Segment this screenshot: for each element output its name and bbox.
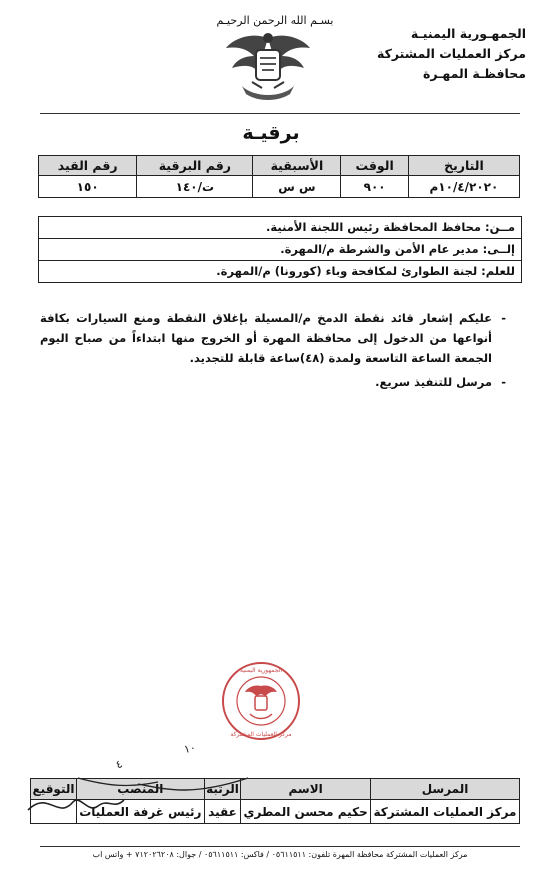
meta-priority: س س <box>253 176 341 198</box>
handwritten-mark: ٤ <box>113 757 125 772</box>
signers-header-position: المنصب <box>76 779 204 800</box>
handwritten-mark: ١٠ <box>182 740 198 757</box>
signers-header-sender: المرسل <box>371 779 520 800</box>
signers-header-name: الاسم <box>241 779 371 800</box>
signer-rank: عقيد <box>204 800 240 824</box>
meta-date: ١٠/٤/٢٠٢٠م <box>408 176 519 198</box>
signer-sender: مركز العمليات المشتركة <box>371 800 520 824</box>
meta-header-telegram-no: رقم البرقية <box>137 156 253 176</box>
meta-header-priority: الأسبقية <box>253 156 341 176</box>
footer-contact: مركز العمليات المشتركة محافظة المهرة تلفون: ٠٥٦١١٥١١ / فاكس: ٠٥٦١١٥١١ / جوال: ٧١٢٠٢٦٢٠٨ + واتس اب <box>40 846 520 859</box>
issuer-header <box>377 24 526 84</box>
telegram-meta-table <box>38 155 520 198</box>
signer-name: حكيم محسن المطري <box>241 800 371 824</box>
message-body <box>40 308 506 396</box>
document-title: برقيـة <box>242 122 300 144</box>
handwritten-signature-icon <box>18 770 258 830</box>
eagle-emblem-icon <box>222 28 314 106</box>
issuer-country: الجمهـورية اليمنيـة <box>410 26 526 41</box>
meta-value-row <box>39 176 520 198</box>
signers-header-signature: التوقيع <box>31 779 77 800</box>
meta-record-no: ١٥٠ <box>39 176 137 198</box>
basmala: بسـم الله الرحمن الرحيـم <box>216 14 334 27</box>
meta-header-record-no: رقم القيد <box>39 156 137 176</box>
from-line: مــن: محافظ المحافظة رئيس اللجنة الأمنية. <box>39 217 521 239</box>
meta-telegram-no: ت/١٤٠ <box>137 176 253 198</box>
stamp-bottom-text: مركز العمليات المشتركة <box>230 731 292 738</box>
body-paragraph: - عليكم إشعار قائد نقطة الدمخ م/المسيلة بإغلاق النقطة ومنع السيارات بكافة أنواعها من الدخول إلى محافظة المهرة أو الخروج منها ابتداءاً من صباح اليوم الجمعة الساعة التاسعة ولمدة (٤٨)ساعة قابلة للتجديد. <box>40 308 506 368</box>
meta-header-row <box>39 156 520 176</box>
stamp-top-text: الجمهورية اليمنية <box>239 667 283 674</box>
header-divider <box>40 113 520 114</box>
meta-header-date: التاريخ <box>408 156 519 176</box>
meta-header-time: الوقت <box>341 156 408 176</box>
official-stamp-icon <box>220 660 302 742</box>
issuer-center: مركز العمليات المشتركة <box>377 46 526 61</box>
meta-time: ٩٠٠ <box>341 176 408 198</box>
signers-header-rank: الرتبة <box>204 779 240 800</box>
body-paragraph: - مرسل للتنفيذ سريع. <box>40 372 506 392</box>
signer-position: رئيس غرفة العمليات <box>76 800 204 824</box>
issuer-governorate: محافظـة المهـرة <box>422 66 526 81</box>
addressing-box <box>38 216 522 283</box>
to-line: إلــى: مدير عام الأمن والشرطة م/المهرة. <box>39 239 521 261</box>
info-line: للعلم: لجنة الطوارئ لمكافحة وباء (كورونا) م/المهرة. <box>216 264 515 278</box>
